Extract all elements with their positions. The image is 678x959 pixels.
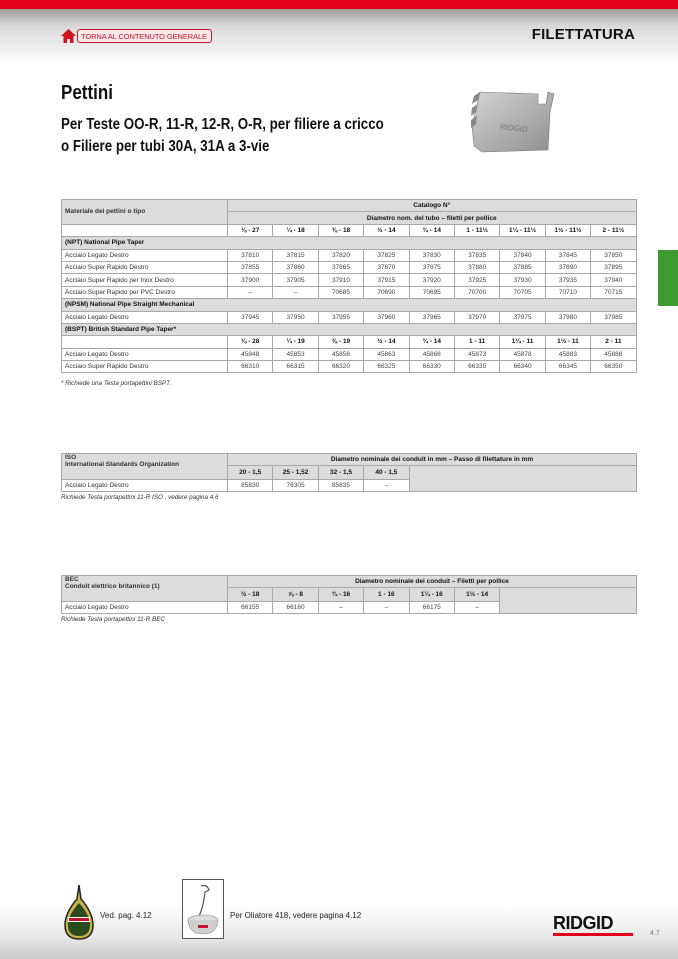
catalog-number: 45863 bbox=[364, 348, 409, 360]
catalog-number: 37810 bbox=[228, 249, 273, 261]
page-title: Pettini bbox=[61, 82, 113, 104]
catalog-number: 37885 bbox=[500, 261, 545, 273]
catalog-number: 37950 bbox=[273, 311, 318, 323]
catalog-number: 37965 bbox=[409, 311, 454, 323]
catalog-number: 37905 bbox=[273, 274, 318, 286]
catalog-number: 37850 bbox=[591, 249, 636, 261]
top-red-bar bbox=[0, 0, 678, 9]
catalog-number: – bbox=[273, 286, 318, 298]
catalog-number: 37920 bbox=[409, 274, 454, 286]
catalog-number: 45868 bbox=[409, 348, 454, 360]
catalog-number: – bbox=[454, 602, 499, 614]
table-title-line-1: ISO bbox=[65, 454, 77, 461]
catalog-number: 37900 bbox=[228, 274, 273, 286]
catalog-number: 37845 bbox=[545, 249, 590, 261]
catalog-number: 45873 bbox=[454, 348, 499, 360]
empty-cell bbox=[62, 336, 228, 348]
catalog-number: 37945 bbox=[228, 311, 273, 323]
catalog-number: 85835 bbox=[318, 480, 363, 492]
catalog-number: 37895 bbox=[591, 261, 636, 273]
catalog-number: 66320 bbox=[318, 361, 363, 373]
size-header: 32 - 1,5 bbox=[318, 466, 363, 480]
size-header: ¾ - 16 bbox=[318, 588, 363, 602]
row-label: Acciaio Super Rapido per PVC Destro bbox=[62, 286, 228, 298]
bspt-note: * Richiede una Testa portapettini BSPT. bbox=[61, 380, 172, 387]
catalog-number: 45853 bbox=[273, 348, 318, 360]
catalog-number: 37955 bbox=[318, 311, 363, 323]
thread-cutting-oil-icon bbox=[63, 885, 95, 941]
subtitle-line-2: o Filiere per tubi 30A, 31A a 3-vie bbox=[61, 138, 270, 155]
catalog-number: 66175 bbox=[409, 602, 454, 614]
catalog-number: 70705 bbox=[500, 286, 545, 298]
empty-cell bbox=[62, 224, 228, 236]
catalog-number: 37880 bbox=[454, 261, 499, 273]
row-label: Acciaio Super Rapido per Inox Destro bbox=[62, 274, 228, 286]
catalog-number: 37910 bbox=[318, 274, 363, 286]
filler-cell bbox=[409, 466, 636, 492]
catalog-number: 37815 bbox=[273, 249, 318, 261]
catalog-number: 66325 bbox=[364, 361, 409, 373]
size-row bbox=[62, 224, 637, 236]
header-row-catalog bbox=[62, 200, 637, 212]
catalog-number: 76305 bbox=[273, 480, 318, 492]
group-header: (NPT) National Pipe Taper bbox=[62, 237, 637, 249]
size-header: ⅛ - 27 bbox=[228, 224, 273, 236]
catalog-number: 37870 bbox=[364, 261, 409, 273]
svg-text:RIDGID: RIDGID bbox=[499, 122, 529, 135]
catalog-number: 37875 bbox=[409, 261, 454, 273]
table-title-line-2: International Standards Organization bbox=[65, 461, 180, 468]
size-header: 25 - 1,52 bbox=[273, 466, 318, 480]
size-header: ⅜ - 19 bbox=[318, 336, 363, 348]
material-column-header: Materiale dei pettini o tipo bbox=[62, 200, 228, 225]
catalog-number: 70710 bbox=[545, 286, 590, 298]
table-row bbox=[62, 361, 637, 373]
size-header: ⅛ - 28 bbox=[228, 336, 273, 348]
section-title: FILETTATURA bbox=[531, 26, 635, 43]
size-header: 40 - 1,5 bbox=[364, 466, 409, 480]
oiler-418-image bbox=[182, 879, 224, 939]
diameter-header: Diametro nom. del tubo – filetti per pollice bbox=[228, 212, 637, 224]
size-header: ¼ - 19 bbox=[273, 336, 318, 348]
catalog-number: 45888 bbox=[591, 348, 636, 360]
table-row bbox=[62, 348, 637, 360]
page-subtitle bbox=[61, 114, 384, 158]
catalog-number: 37825 bbox=[364, 249, 409, 261]
catalog-number: 37865 bbox=[318, 261, 363, 273]
catalog-number: 66160 bbox=[273, 602, 318, 614]
ridgid-logo bbox=[553, 914, 635, 936]
size-header: 1 - 16 bbox=[364, 588, 409, 602]
table-title-line-2: Conduit elettrico britannico (1) bbox=[65, 583, 160, 590]
catalog-number: 66315 bbox=[273, 361, 318, 373]
catalog-header: Catalogo N° bbox=[228, 200, 637, 212]
table-title bbox=[62, 576, 228, 602]
row-label: Acciaio Legato Destro bbox=[62, 249, 228, 261]
catalog-number: 45848 bbox=[228, 348, 273, 360]
size-header: ⅝ - 8 bbox=[273, 588, 318, 602]
catalog-number: 70685 bbox=[318, 286, 363, 298]
header-row bbox=[62, 576, 637, 588]
header-row bbox=[62, 454, 637, 466]
logo-wordmark: RIDGID bbox=[553, 913, 613, 933]
size-header: 1¼ - 11½ bbox=[500, 224, 545, 236]
die-product-image bbox=[468, 86, 554, 156]
group-row bbox=[62, 237, 637, 249]
size-header: 1 - 11 bbox=[454, 336, 499, 348]
size-row bbox=[62, 336, 637, 348]
catalog-number: 66310 bbox=[228, 361, 273, 373]
catalog-number: 70715 bbox=[591, 286, 636, 298]
size-header: 1¼ - 16 bbox=[409, 588, 454, 602]
diameter-header: Diametro nominale dei conduit – Filetti per pollice bbox=[228, 576, 637, 588]
row-label: Acciaio Super Rapido Destro bbox=[62, 361, 228, 373]
size-header: 1 - 11½ bbox=[454, 224, 499, 236]
table-row bbox=[62, 311, 637, 323]
catalog-number: 37960 bbox=[364, 311, 409, 323]
iso-note: Richiede Testa portapettini 11-R ISO , vedere pagina 4.6 bbox=[61, 494, 219, 501]
catalog-number: 45858 bbox=[318, 348, 363, 360]
dies-table-bec bbox=[61, 575, 637, 614]
size-header: ¾ - 14 bbox=[409, 224, 454, 236]
catalog-number: 66350 bbox=[591, 361, 636, 373]
page-number: 4.7 bbox=[650, 930, 660, 937]
table-title-line-1: BEC bbox=[65, 576, 79, 583]
size-header: 1½ - 11 bbox=[545, 336, 590, 348]
home-icon bbox=[61, 29, 76, 43]
size-header: ½ - 18 bbox=[228, 588, 273, 602]
catalog-number: 37840 bbox=[500, 249, 545, 261]
size-header: ⅜ - 18 bbox=[318, 224, 363, 236]
group-header: (NPSM) National Pipe Straight Mechanical bbox=[62, 299, 637, 311]
catalog-number: 45883 bbox=[545, 348, 590, 360]
catalog-number: 37970 bbox=[454, 311, 499, 323]
catalog-number: – bbox=[318, 602, 363, 614]
catalog-number: 66330 bbox=[409, 361, 454, 373]
catalog-number: 37860 bbox=[273, 261, 318, 273]
size-header: ½ - 14 bbox=[364, 336, 409, 348]
catalog-number: 66340 bbox=[500, 361, 545, 373]
back-to-contents-link[interactable] bbox=[61, 29, 212, 43]
catalog-number: 37820 bbox=[318, 249, 363, 261]
catalog-number: 70695 bbox=[409, 286, 454, 298]
table-row bbox=[62, 286, 637, 298]
catalog-number: 70700 bbox=[454, 286, 499, 298]
bec-note: Richiede Testa portapettini 11-R BEC bbox=[61, 616, 165, 623]
table-row bbox=[62, 274, 637, 286]
catalog-number: 66345 bbox=[545, 361, 590, 373]
catalog-number: 66335 bbox=[454, 361, 499, 373]
subtitle-line-1: Per Teste OO-R, 11-R, 12-R, O-R, per filiere a cricco bbox=[61, 116, 384, 133]
catalog-number: 37980 bbox=[545, 311, 590, 323]
filler-cell bbox=[500, 588, 637, 614]
table-title bbox=[62, 454, 228, 480]
catalog-number: 37830 bbox=[409, 249, 454, 261]
catalog-number: 37975 bbox=[500, 311, 545, 323]
size-header: 2 - 11 bbox=[591, 336, 636, 348]
dies-table-iso bbox=[61, 453, 637, 492]
size-header: 1½ - 11½ bbox=[545, 224, 590, 236]
catalog-number: 37835 bbox=[454, 249, 499, 261]
group-row bbox=[62, 323, 637, 335]
chapter-tab[interactable] bbox=[658, 250, 678, 306]
catalog-number: 37985 bbox=[591, 311, 636, 323]
catalog-number: 66155 bbox=[228, 602, 273, 614]
catalog-number: 37940 bbox=[591, 274, 636, 286]
catalog-number: 37930 bbox=[500, 274, 545, 286]
size-header: 1½ - 14 bbox=[454, 588, 499, 602]
size-header: 20 - 1,5 bbox=[228, 466, 273, 480]
size-header: 2 - 11½ bbox=[591, 224, 636, 236]
logo-underline bbox=[553, 933, 633, 936]
size-header: ¾ - 14 bbox=[409, 336, 454, 348]
row-label: Acciaio Legato Destro bbox=[62, 348, 228, 360]
size-header: 1¼ - 11 bbox=[500, 336, 545, 348]
row-label: Acciaio Legato Destro bbox=[62, 311, 228, 323]
catalog-number: 45878 bbox=[500, 348, 545, 360]
table-row bbox=[62, 249, 637, 261]
catalog-number: 37935 bbox=[545, 274, 590, 286]
group-row bbox=[62, 299, 637, 311]
row-label: Acciaio Legato Destro bbox=[62, 602, 228, 614]
catalog-number: – bbox=[364, 602, 409, 614]
diameter-header: Diametro nominale dei conduit in mm – Passo di filettature in mm bbox=[228, 454, 637, 466]
catalog-number: 37915 bbox=[364, 274, 409, 286]
table-row bbox=[62, 261, 637, 273]
row-label: Acciaio Super Rapido Destro bbox=[62, 261, 228, 273]
catalog-number: – bbox=[228, 286, 273, 298]
row-label: Acciaio Legato Destro bbox=[62, 480, 228, 492]
catalog-number: 37890 bbox=[545, 261, 590, 273]
catalog-number: 37855 bbox=[228, 261, 273, 273]
size-header: ½ - 14 bbox=[364, 224, 409, 236]
oiler-reference-text: Per Oliatore 418, vedere pagina 4.12 bbox=[230, 911, 362, 920]
back-link-label: TORNA AL CONTENUTO GENERALE bbox=[77, 29, 212, 43]
size-header: ¼ - 18 bbox=[273, 224, 318, 236]
catalog-number: – bbox=[364, 480, 409, 492]
dies-table-npt-bspt bbox=[61, 199, 637, 373]
oil-reference-text: Ved. pag. 4.12 bbox=[100, 911, 152, 920]
catalog-number: 70690 bbox=[364, 286, 409, 298]
group-header: (BSPT) British Standard Pipe Taper* bbox=[62, 323, 637, 335]
catalog-number: 85830 bbox=[228, 480, 273, 492]
catalog-number: 37925 bbox=[454, 274, 499, 286]
